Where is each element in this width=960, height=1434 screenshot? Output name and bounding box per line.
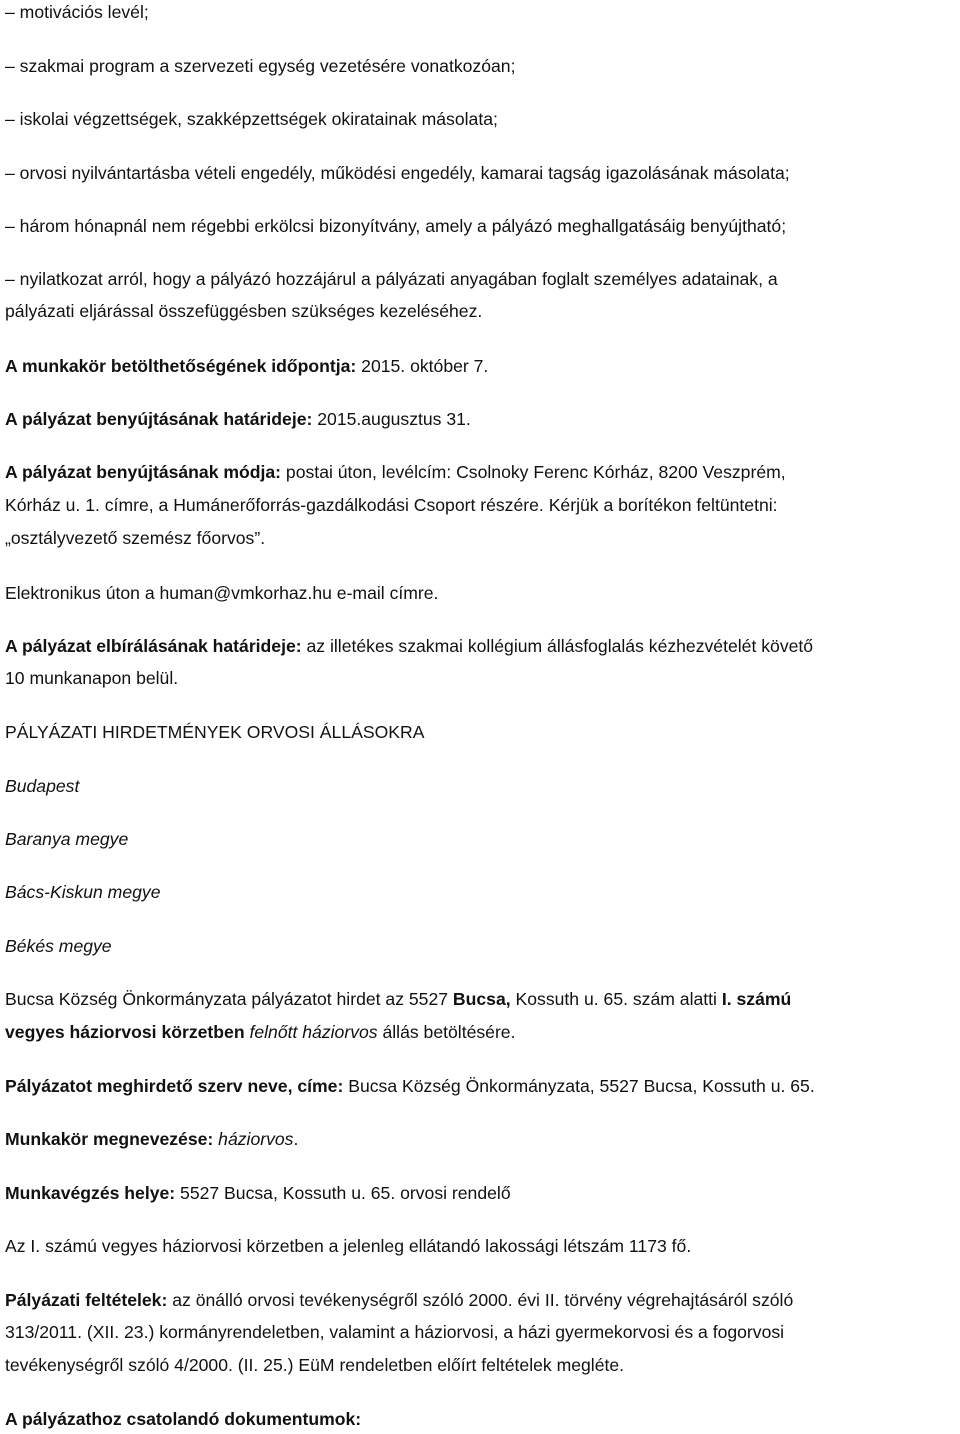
job-title-line	[5, 1128, 298, 1150]
submission-text: postai úton, levélcím: Csolnoky Ferenc Kórház, 8200 Veszprém,	[281, 462, 786, 482]
region-heading: Bács-Kiskun megye	[5, 882, 161, 902]
region-heading: Baranya megye	[5, 829, 129, 849]
bucsa-line-1	[5, 988, 791, 1010]
bullet-item: – iskolai végzettségek, szakképzettségek okiratainak másolata;	[5, 109, 498, 129]
bullet-item: – szakmai program a szervezeti egység vezetésére vonatkozóan;	[5, 56, 516, 76]
evaluation-text: az illetékes szakmai kollégium állásfoglalás kézhezvételét követő	[301, 636, 814, 656]
electronic-submission: Elektronikus úton a human@vmkorhaz.hu e-mail címre.	[5, 583, 439, 603]
deadline-line	[5, 408, 471, 430]
evaluation-label: A pályázat elbírálásának határideje:	[5, 636, 302, 656]
conditions-line-2: 313/2011. (XII. 23.) kormányrendeletben, valamint a háziorvosi, a házi gyermekorvosi és a fogorvosi	[5, 1322, 785, 1342]
job-title-label: Munkakör megnevezése:	[5, 1129, 214, 1149]
deadline-label: A pályázat benyújtásának határideje:	[5, 409, 313, 429]
bucsa-address: Kossuth u. 65. szám alatti	[510, 989, 722, 1009]
start-date-line	[5, 355, 488, 377]
workplace-line	[5, 1182, 511, 1204]
evaluation-line-2: 10 munkanapon belül.	[5, 668, 179, 688]
conditions-line-1	[5, 1289, 793, 1311]
bucsa-district-number: I. számú	[721, 989, 792, 1009]
bullet-item: – három hónapnál nem régebbi erkölcsi bizonyítvány, amely a pályázó meghallgatásáig benyújtható;	[5, 216, 787, 236]
region-heading: Békés megye	[5, 936, 112, 956]
bullet-item-continuation: pályázati eljárással összefüggésben szükséges kezeléséhez.	[5, 301, 483, 321]
submission-line-3: „osztályvezető szemész főorvos”.	[5, 528, 266, 548]
bullet-item: – orvosi nyilvántartásba vételi engedély, működési engedély, kamarai tagság igazolásának másolata;	[5, 163, 790, 183]
bucsa-text-end: állás betöltésére.	[377, 1022, 516, 1042]
bucsa-city: Bucsa,	[452, 989, 511, 1009]
bullet-item: – nyilatkozat arról, hogy a pályázó hozzájárul a pályázati anyagában foglalt személyes adatainak, a	[5, 269, 778, 289]
deadline-value: 2015.augusztus 31.	[312, 409, 471, 429]
submission-label: A pályázat benyújtásának módja:	[5, 462, 282, 482]
conditions-text: az önálló orvosi tevékenységről szóló 2000. évi II. törvény végrehajtásáról szóló	[167, 1290, 794, 1310]
bucsa-line-2	[5, 1021, 515, 1043]
evaluation-line-1	[5, 635, 813, 657]
job-title-value: háziorvos	[213, 1129, 294, 1149]
population-line: Az I. számú vegyes háziorvosi körzetben a jelenleg ellátandó lakossági létszám 1173 fő.	[5, 1236, 692, 1256]
start-date-value: 2015. október 7.	[356, 356, 489, 376]
bucsa-position: felnőtt háziorvos	[249, 1022, 378, 1042]
conditions-line-3: tevékenységről szóló 4/2000. (II. 25.) EüM rendeletben előírt feltételek megléte.	[5, 1355, 625, 1375]
bullet-item: – motivációs levél;	[5, 2, 149, 22]
org-label: Pályázatot meghirdető szerv neve, címe:	[5, 1076, 344, 1096]
bucsa-text: Bucsa Község Önkormányzata pályázatot hirdet az 5527	[5, 989, 453, 1009]
bucsa-district-type: vegyes háziorvosi körzetben	[5, 1022, 245, 1042]
org-value: Bucsa Község Önkormányzata, 5527 Bucsa, Kossuth u. 65.	[343, 1076, 815, 1096]
submission-line-1	[5, 461, 786, 483]
conditions-label: Pályázati feltételek:	[5, 1290, 168, 1310]
region-heading: Budapest	[5, 776, 80, 796]
section-title: PÁLYÁZATI HIRDETMÉNYEK ORVOSI ÁLLÁSOKRA	[5, 722, 425, 742]
job-title-tail: .	[293, 1129, 299, 1149]
start-date-label: A munkakör betölthetőségének időpontja:	[5, 356, 357, 376]
workplace-label: Munkavégzés helye:	[5, 1183, 176, 1203]
org-line	[5, 1075, 815, 1097]
workplace-value: 5527 Bucsa, Kossuth u. 65. orvosi rendelő	[175, 1183, 511, 1203]
documents-heading: A pályázathoz csatolandó dokumentumok:	[5, 1409, 362, 1429]
submission-line-2: Kórház u. 1. címre, a Humánerőforrás-gazdálkodási Csoport részére. Kérjük a borítékon feltüntetni:	[5, 495, 778, 515]
